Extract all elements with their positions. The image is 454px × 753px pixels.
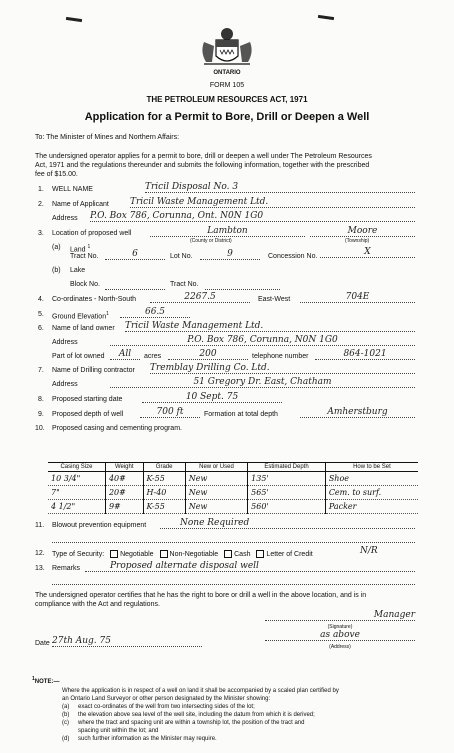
item-number-9: 9. bbox=[38, 411, 44, 418]
coord-ew-value: 704E bbox=[300, 292, 415, 303]
applicant-address-label: Address bbox=[52, 215, 78, 222]
note-item-c: where the tract and spacing unit are within a township lot, the position of the tract and bbox=[78, 720, 305, 726]
act-title: THE PETROLEUM RESOURCES ACT, 1971 bbox=[146, 95, 308, 104]
item-number-1: 1. bbox=[38, 186, 44, 193]
note-item-b-label: (b) bbox=[62, 712, 70, 718]
depth-cell: 560' bbox=[248, 500, 326, 514]
part-lot-value: All bbox=[110, 349, 140, 360]
landowner-address-value: P.O. Box 786, Corunna, N0N 1G0 bbox=[110, 335, 415, 346]
note-item-a-label: (a) bbox=[62, 704, 70, 710]
intro-line-1: The undersigned operator applies for a permit to bore, drill or deepen a well under The Petroleum Resources bbox=[35, 153, 372, 160]
land-label bbox=[70, 244, 90, 253]
non-negotiable-checkbox[interactable] bbox=[160, 550, 168, 558]
item-number-2: 2. bbox=[38, 201, 44, 208]
coord-ns-value: 2267.5 bbox=[150, 292, 250, 303]
lot-label: Lot No. bbox=[170, 253, 193, 260]
new-used-cell: New bbox=[185, 472, 247, 486]
remarks-value: Proposed alternate disposal well bbox=[85, 561, 415, 572]
item-number-11: 11. bbox=[35, 522, 45, 529]
block-label: Block No. bbox=[70, 281, 100, 288]
note-sup: 1 bbox=[32, 676, 35, 682]
depth-label: Proposed depth of well bbox=[52, 411, 124, 418]
land-label-text: Land bbox=[70, 246, 86, 254]
grade-cell: H-40 bbox=[143, 486, 185, 500]
item-number-8: 8. bbox=[38, 396, 44, 403]
note-item-b: the elevation above sea level of the well site, including the datum from which it is derived; bbox=[78, 712, 315, 718]
lot-value: 9 bbox=[200, 249, 260, 260]
casing-header-cell: How to be Set bbox=[325, 463, 418, 472]
note-item-d: such further information as the Minister may require. bbox=[78, 736, 217, 742]
item-number-13: 13. bbox=[35, 565, 45, 572]
coord-ew-label: East-West bbox=[258, 296, 291, 303]
coords-label: Co-ordinates - North-South bbox=[52, 296, 137, 303]
table-row bbox=[48, 500, 418, 514]
casing-header-cell: Casing Size bbox=[48, 463, 105, 472]
casing-header-cell: New or Used bbox=[185, 463, 247, 472]
applicant-value: Tricil Waste Management Ltd. bbox=[130, 197, 415, 208]
county-caption: (County or District) bbox=[190, 238, 232, 244]
landowner-address-label: Address bbox=[52, 339, 78, 346]
scan-mark-right bbox=[318, 15, 334, 20]
casing-label: Proposed casing and cementing program. bbox=[52, 425, 182, 432]
landowner-label: Name of land owner bbox=[52, 325, 115, 332]
casing-size-cell: 7" bbox=[48, 486, 105, 500]
province-name: ONTARIO bbox=[213, 70, 241, 76]
grade-cell: K-55 bbox=[143, 472, 185, 486]
ontario-coat-of-arms-icon bbox=[196, 22, 258, 70]
item-number-4: 4. bbox=[38, 296, 44, 303]
weight-cell: 9# bbox=[105, 500, 143, 514]
signature-caption: (Signature) bbox=[327, 624, 353, 630]
telephone-value: 864-1021 bbox=[315, 349, 415, 360]
acres-label: acres bbox=[144, 353, 162, 360]
security-value: N/R bbox=[360, 546, 378, 556]
item-number-12: 12. bbox=[35, 550, 45, 557]
well-name-value: Tricil Disposal No. 3 bbox=[145, 182, 415, 193]
contractor-value: Tremblay Drilling Co. Ltd. bbox=[150, 363, 415, 374]
address-caption: (Address) bbox=[329, 644, 351, 650]
note-intro-1: Where the application is in respect of a well on land it shall be accompanied by a scaled plan certified by bbox=[62, 688, 339, 694]
item-number-6: 6. bbox=[38, 325, 44, 332]
well-name-label: WELL NAME bbox=[52, 186, 93, 193]
new-used-cell: New bbox=[185, 500, 247, 514]
intro-line-2: Act, 1971 and the regulations thereunder and submits the following information, together with the prescribed bbox=[35, 162, 370, 169]
note-item-a: exact co-ordinates of the well from two intersecting sides of the lot; bbox=[78, 704, 255, 710]
intro-line-3: fee of $15.00. bbox=[35, 171, 78, 178]
letter-of-credit-label: Letter of Credit bbox=[266, 550, 313, 558]
casing-size-cell: 10 3/4" bbox=[48, 472, 105, 486]
note-item-c-label: (c) bbox=[62, 720, 69, 726]
address-sign-value: as above bbox=[265, 630, 415, 641]
new-used-cell: New bbox=[185, 486, 247, 500]
depth-value: 700 ft bbox=[140, 407, 200, 418]
weight-cell: 20# bbox=[105, 486, 143, 500]
formation-value: Amherstburg bbox=[300, 407, 415, 418]
casing-size-cell: 4 1/2" bbox=[48, 500, 105, 514]
negotiable-checkbox[interactable] bbox=[110, 550, 118, 558]
part-lot-label: Part of lot owned bbox=[52, 353, 105, 360]
blowout-blank-line bbox=[52, 534, 415, 543]
negotiable-label: Negotiable bbox=[120, 550, 154, 558]
formation-label: Formation at total depth bbox=[204, 411, 278, 418]
concession-label: Concession No. bbox=[268, 253, 318, 260]
start-date-value: 10 Sept. 75 bbox=[142, 392, 282, 403]
item-number-10: 10. bbox=[35, 425, 45, 432]
remarks-blank-line bbox=[52, 576, 415, 585]
note-intro-2: an Ontario Land Surveyor or other person designated by the Minister showing: bbox=[62, 696, 271, 702]
how-set-cell: Packer bbox=[325, 500, 418, 514]
lake-label: Lake bbox=[70, 267, 86, 274]
start-date-label: Proposed starting date bbox=[52, 396, 123, 403]
elevation-label-text: Ground Elevation bbox=[52, 313, 107, 321]
item-number-3: 3. bbox=[38, 230, 44, 237]
signature-value: Manager bbox=[265, 610, 415, 621]
cash-checkbox[interactable] bbox=[224, 550, 232, 558]
table-row bbox=[48, 486, 418, 500]
note-title-text: NOTE:— bbox=[34, 679, 60, 685]
date-value: 27th Aug. 75 bbox=[52, 636, 202, 647]
acres-value: 200 bbox=[168, 349, 248, 360]
contractor-label: Name of Drilling contractor bbox=[52, 367, 135, 374]
note-item-d-label: (d) bbox=[62, 736, 70, 742]
elevation-label bbox=[52, 311, 109, 320]
telephone-label: telephone number bbox=[252, 353, 309, 360]
casing-header-cell: Grade bbox=[143, 463, 185, 472]
how-set-cell: Cem. to surf. bbox=[325, 486, 418, 500]
blowout-value: None Required bbox=[160, 518, 415, 529]
letter-of-credit-checkbox[interactable] bbox=[256, 550, 264, 558]
addressee: To: The Minister of Mines and Northern Affairs: bbox=[35, 134, 180, 141]
applicant-address-value: P.O. Box 786, Corunna, Ont. N0N 1G0 bbox=[90, 211, 415, 222]
table-row bbox=[48, 472, 418, 486]
township-caption: (Township) bbox=[345, 238, 370, 244]
scan-mark-left bbox=[66, 17, 82, 22]
casing-header-row bbox=[48, 463, 418, 472]
location-label: Location of proposed well bbox=[52, 230, 132, 237]
non-negotiable-label: Non-Negotiable bbox=[169, 550, 219, 558]
page-title: Application for a Permit to Bore, Drill or Deepen a Well bbox=[84, 111, 370, 123]
tract-value: 6 bbox=[105, 249, 165, 260]
tract-label: Tract No. bbox=[70, 253, 99, 260]
blowout-label: Blowout prevention equipment bbox=[52, 522, 147, 529]
elevation-sup: 1 bbox=[106, 311, 109, 317]
how-set-cell: Shoe bbox=[325, 472, 418, 486]
casing-table bbox=[48, 462, 418, 514]
note-title bbox=[32, 676, 59, 685]
elevation-value: 66.5 bbox=[120, 307, 190, 318]
tract2-label: Tract No. bbox=[170, 281, 199, 288]
sub-label-b: (b) bbox=[52, 267, 61, 274]
applicant-label: Name of Applicant bbox=[52, 201, 109, 208]
depth-cell: 135' bbox=[248, 472, 326, 486]
sub-label-a: (a) bbox=[52, 244, 61, 251]
certify-line-1: The undersigned operator certifies that he has the right to bore or drill a well in the above location, and is in bbox=[35, 592, 367, 599]
concession-value: X bbox=[320, 247, 415, 258]
casing-header-cell: Estimated Depth bbox=[248, 463, 326, 472]
date-label: Date bbox=[35, 640, 50, 647]
land-sup: 1 bbox=[87, 244, 91, 250]
tract2-blank bbox=[205, 281, 280, 290]
item-number-7: 7. bbox=[38, 367, 44, 374]
note-item-c-cont: spacing unit within the lot; and bbox=[78, 728, 159, 734]
cash-label: Cash bbox=[234, 550, 251, 558]
security-row bbox=[52, 550, 313, 558]
block-blank bbox=[105, 281, 165, 290]
form-number: FORM 105 bbox=[209, 82, 245, 89]
contractor-address-label: Address bbox=[52, 381, 78, 388]
remarks-label: Remarks bbox=[52, 565, 81, 572]
depth-cell: 565' bbox=[248, 486, 326, 500]
grade-cell: K-55 bbox=[143, 500, 185, 514]
location-county-value: Lambton bbox=[150, 226, 305, 237]
casing-header-cell: Weight bbox=[105, 463, 143, 472]
security-label: Type of Security: bbox=[52, 550, 105, 558]
weight-cell: 40# bbox=[105, 472, 143, 486]
location-township-value: Moore bbox=[310, 226, 415, 237]
certify-line-2: compliance with the Act and regulations. bbox=[35, 601, 160, 608]
landowner-value: Tricil Waste Management Ltd. bbox=[125, 321, 415, 332]
item-number-5: 5. bbox=[38, 311, 44, 318]
contractor-address-value: 51 Gregory Dr. East, Chatham bbox=[110, 377, 415, 388]
